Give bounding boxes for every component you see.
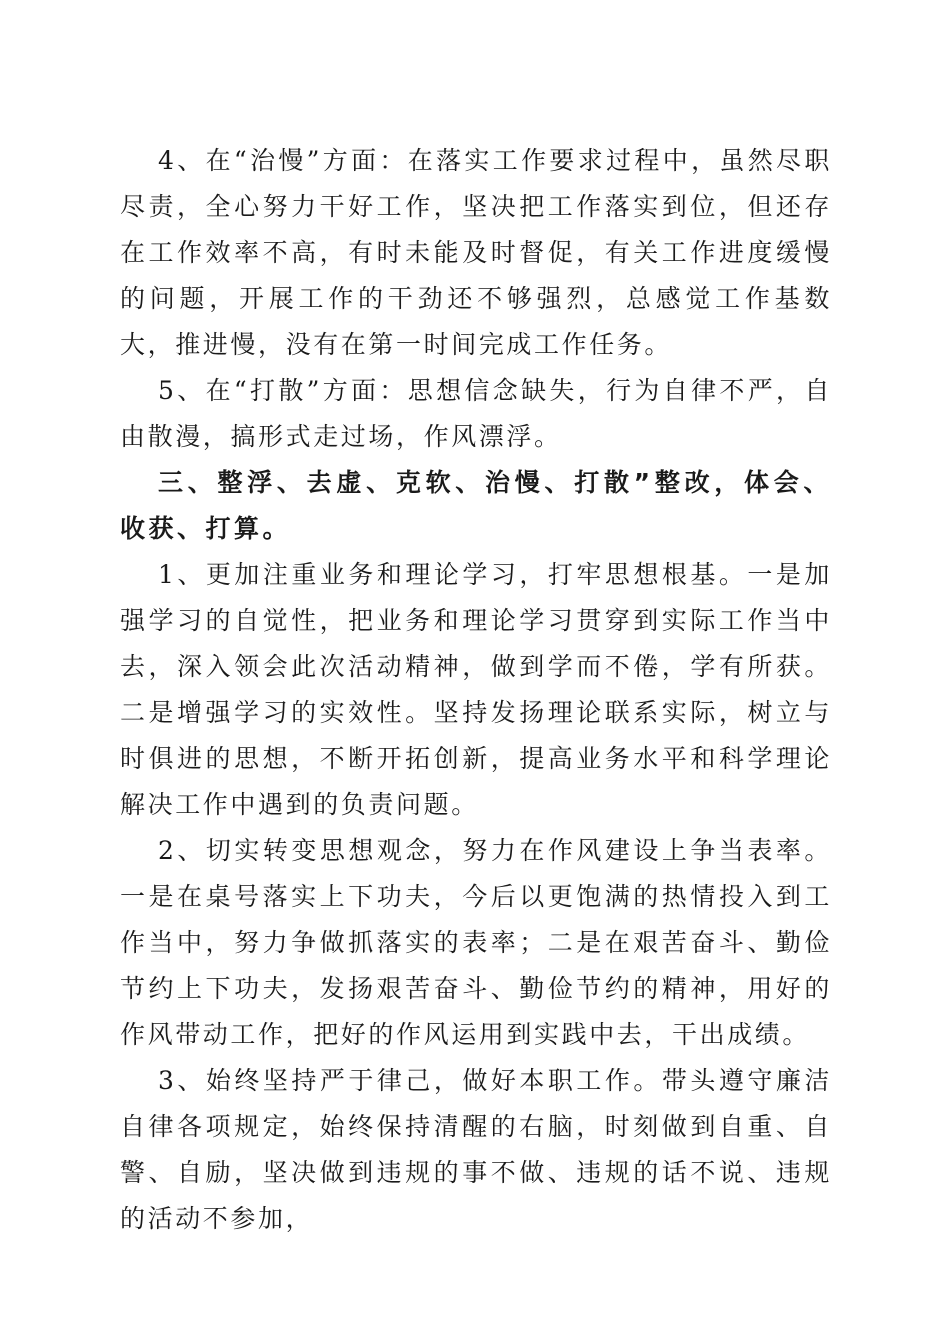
- paragraph-self-discipline: 3、始终坚持严于律己，做好本职工作。带头遵守廉洁自律各项规定，始终保持清醒的右脑，时刻做到自重、自警、自励，坚决做到违规的事不做、违规的话不说、违规的活动不参加，: [120, 1066, 832, 1233]
- document-body: [120, 138, 832, 1242]
- paragraph-work-style: 2、切实转变思想观念，努力在作风建设上争当表率。一是在桌号落实上下功夫，今后以更饱满的热情投入到工作当中，努力争做抓落实的表率；二是在艰苦奋斗、勤俭节约上下功夫，发扬艰苦奋斗、勤俭节约的精神，用好的作风带动工作，把好的作风运用到实践中去，干出成绩。: [120, 836, 832, 1049]
- paragraph-zhiman: 4、在“治慢”方面：在落实工作要求过程中，虽然尽职尽责，全心努力干好工作，坚决把工作落实到位，但还存在工作效率不高，有时未能及时督促，有关工作进度缓慢的问题，开展工作的干劲还不够强烈，总感觉工作基数大，推进慢，没有在第一时间完成工作任务。: [120, 146, 832, 359]
- section-heading-three: 三、整浮、去虚、克软、治慢、打散”整改，体会、收获、打算。: [120, 468, 832, 543]
- paragraph-dasan: 5、在“打散”方面：思想信念缺失，行为自律不严，自由散漫，搞形式走过场，作风漂浮。: [120, 376, 832, 451]
- paragraph-study: 1、更加注重业务和理论学习，打牢思想根基。一是加强学习的自觉性，把业务和理论学习贯穿到实际工作当中去，深入领会此次活动精神，做到学而不倦，学有所获。二是增强学习的实效性。坚持发扬理论联系实际，树立与时俱进的思想，不断开拓创新，提高业务水平和科学理论解决工作中遇到的负责问题。: [120, 560, 832, 819]
